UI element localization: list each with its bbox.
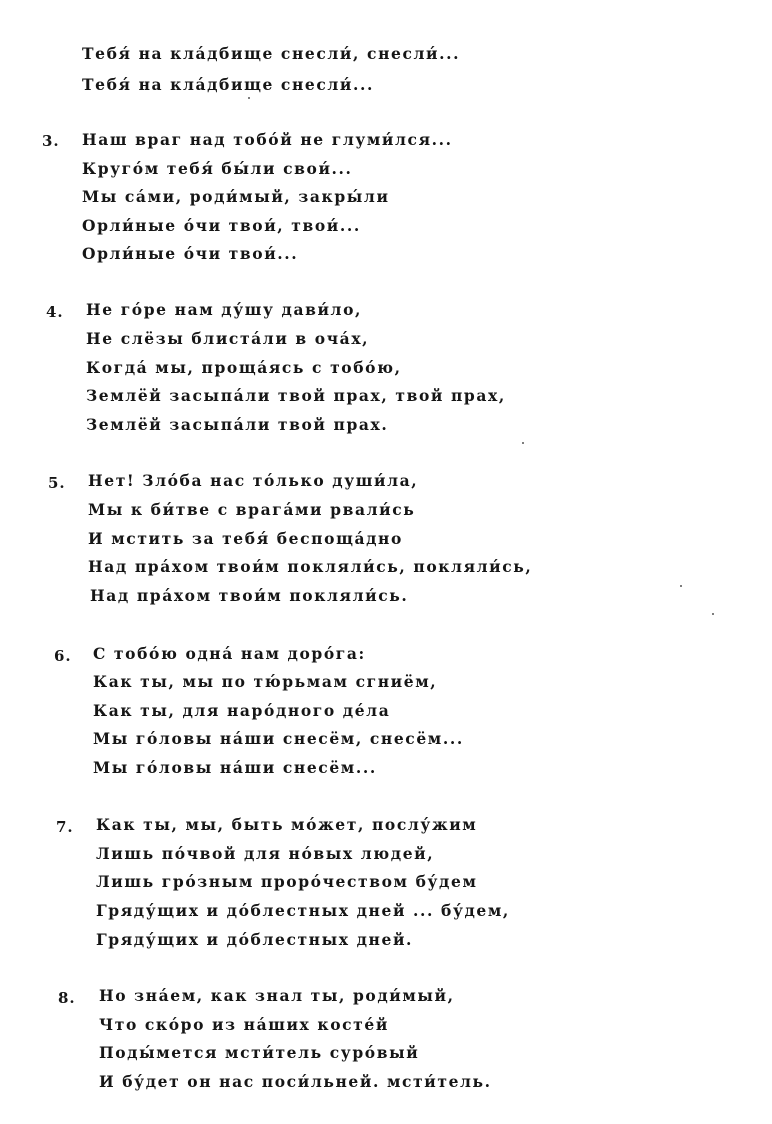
lyric-line: Мы го́ловы на́ши снесём... [93, 758, 377, 777]
lyric-line: И мстить за тебя́ беспоща́дно [88, 529, 403, 548]
lyric-line: Землёй засыпа́ли твой прах. [86, 415, 389, 434]
scan-speck [680, 585, 682, 587]
lyric-line: Наш враг над тобо́й не глуми́лся... [82, 130, 453, 149]
lyric-line: Орли́ные о́чи твои́, твои́... [82, 216, 361, 235]
lyric-line: Поды́мется мсти́тель суро́вый [99, 1043, 420, 1062]
lyric-line: Землёй засыпа́ли твой прах, твой прах, [86, 386, 506, 405]
stanza-number: 6. [54, 647, 72, 665]
lyric-line: Мы к би́тве с врага́ми рвали́сь [88, 500, 416, 519]
lyric-line: Круго́м тебя́ бы́ли свои́... [82, 159, 353, 178]
lyric-line: Лишь по́чвой для но́вых людей, [96, 844, 435, 863]
lyric-line: Мы го́ловы на́ши снесём, снесём... [93, 729, 464, 748]
lyric-line: Лишь гро́зным проро́чеством бу́дем [96, 872, 478, 891]
lyric-line: Как ты, для наро́дного де́ла [93, 701, 391, 720]
lyric-line: Мы са́ми, роди́мый, закры́ли [82, 187, 390, 206]
lyric-line: Орли́ные о́чи твои́... [82, 244, 299, 263]
lyric-line: Когда́ мы, проща́ясь с тобо́ю, [86, 358, 402, 377]
lyric-line: Гряду́щих и до́блестных дней. [96, 930, 414, 949]
lyric-line: С тобо́ю одна́ нам доро́га: [93, 644, 366, 663]
stanza-number: 4. [46, 303, 64, 321]
lyric-line: Не слёзы блиста́ли в оча́х, [86, 329, 370, 348]
lyric-line: Гряду́щих и до́блестных дней ... бу́дем, [96, 901, 510, 920]
lyric-line: Не го́ре нам ду́шу дави́ло, [86, 300, 363, 319]
lyric-line: Как ты, мы по тю́рьмам сгниём, [93, 672, 438, 691]
lyric-line: Тебя́ на кла́дбище снесли́, снесли́... [82, 44, 461, 63]
stanza-number: 7. [56, 818, 74, 836]
stanza-number: 5. [48, 474, 66, 492]
stanza-number: 3. [42, 132, 60, 150]
lyric-line: Тебя́ на кла́дбище снесли́... [82, 75, 375, 94]
lyric-line: Нет! Зло́ба нас то́лько души́ла, [88, 471, 419, 490]
scan-speck [522, 442, 524, 444]
scan-speck [248, 97, 250, 99]
lyric-line: И бу́дет он нас поси́льней. мсти́тель. [99, 1072, 492, 1091]
lyric-line: Что ско́ро из на́ших косте́й [99, 1015, 389, 1034]
lyric-line: Над пра́хом твои́м покляли́сь, покляли́сь, [88, 557, 533, 576]
lyric-line: Но зна́ем, как знал ты, роди́мый, [99, 986, 455, 1005]
lyric-line: Над пра́хом твои́м покляли́сь. [90, 586, 409, 605]
scan-speck [712, 613, 714, 615]
lyric-line: Как ты, мы, быть мо́жет, послу́жим [96, 815, 478, 834]
stanza-number: 8. [58, 989, 76, 1007]
